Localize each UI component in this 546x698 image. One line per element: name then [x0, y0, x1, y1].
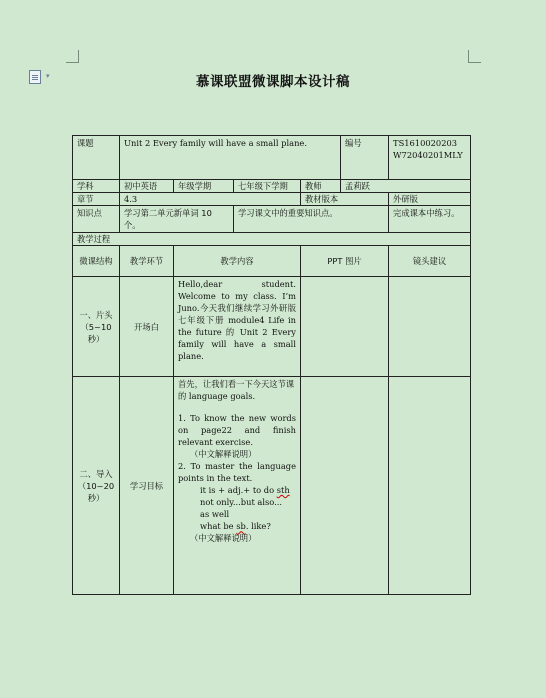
content-cell [174, 377, 301, 595]
content-intro: 首先，让我们看一下今天这节课的 language goals. [178, 379, 295, 402]
margin-corner-top-right [468, 50, 481, 63]
header-structure: 微课结构 [73, 246, 120, 277]
topic-label: 课题 [73, 136, 120, 180]
language-point: not only...but also... [200, 497, 283, 508]
teacher-value: 孟莉跃 [341, 180, 471, 193]
code-label: 编号 [341, 136, 389, 180]
goal-1: 1. To know the new words on page22 and finish relevant exercise. [178, 413, 296, 448]
note-2: （中文解释说明） [190, 533, 257, 544]
process-row [73, 233, 471, 246]
chapter-row [73, 193, 471, 206]
structure-line: （5~10 [80, 321, 112, 332]
structure-line: （10~20 [77, 480, 115, 491]
goal-2: 2. To master the language points in the text. [178, 461, 296, 484]
code-line-1: TS1610020203 [393, 138, 458, 148]
table-row [73, 277, 471, 377]
table-row [73, 377, 471, 595]
textbook-label: 教材版本 [301, 193, 389, 206]
knowledge-point-1: 学习第二单元新单词 10 个。 [120, 206, 234, 233]
structure-cell [73, 277, 120, 377]
step-cell: 开场白 [120, 277, 174, 377]
knowledge-point-3: 完成课本中练习。 [389, 206, 471, 233]
textbook-value: 外研版 [389, 193, 471, 206]
grade-value: 七年级下学期 [234, 180, 301, 193]
structure-line: 一、片头 [79, 309, 113, 320]
document-title: 慕课联盟微课脚本设计稿 [196, 74, 350, 90]
code-line-2: W72040201MLY [393, 150, 463, 161]
structure-line: 二、导入 [79, 468, 113, 479]
note-1: （中文解释说明） [190, 449, 257, 460]
structure-line: 秒） [87, 333, 105, 344]
knowledge-point-2: 学习课文中的重要知识点。 [234, 206, 389, 233]
grade-label: 年级学期 [174, 180, 234, 193]
subject-value: 初中英语 [120, 180, 174, 193]
camera-cell [389, 377, 471, 595]
code-value [389, 136, 471, 180]
camera-cell [389, 277, 471, 377]
header-row [73, 246, 471, 277]
content-cell: Hello,dear student. Welcome to my class. I’m Juno.今天我们继续学习外研版七年级下册 module4 Life in the future 的 Unit 2 Every family will have a small plane. [174, 277, 301, 377]
structure-cell [73, 377, 120, 595]
language-point: it is + adj.+ to do sth [200, 485, 290, 496]
language-point: as well [200, 509, 230, 520]
margin-corner-top-left [66, 50, 79, 63]
subject-row [73, 180, 471, 193]
knowledge-row [73, 206, 471, 233]
structure-line: 秒） [87, 492, 105, 503]
process-label: 教学过程 [73, 233, 471, 246]
chapter-label: 章节 [73, 193, 120, 206]
subject-label: 学科 [73, 180, 120, 193]
header-camera: 镜头建议 [389, 246, 471, 277]
knowledge-label: 知识点 [73, 206, 120, 233]
chevron-down-icon[interactable]: ▾ [46, 72, 50, 80]
chapter-value: 4.3 [120, 193, 301, 206]
ppt-cell [301, 377, 389, 595]
header-ppt: PPT 图片 [301, 246, 389, 277]
script-table [72, 135, 471, 595]
step-cell: 学习目标 [120, 377, 174, 595]
header-content: 教学内容 [174, 246, 301, 277]
ppt-cell [301, 277, 389, 377]
language-point: what be sb. like? [200, 521, 271, 532]
topic-row [73, 136, 471, 180]
teacher-label: 教师 [301, 180, 341, 193]
topic-value: Unit 2 Every family will have a small plane. [120, 136, 341, 180]
header-step: 教学环节 [120, 246, 174, 277]
